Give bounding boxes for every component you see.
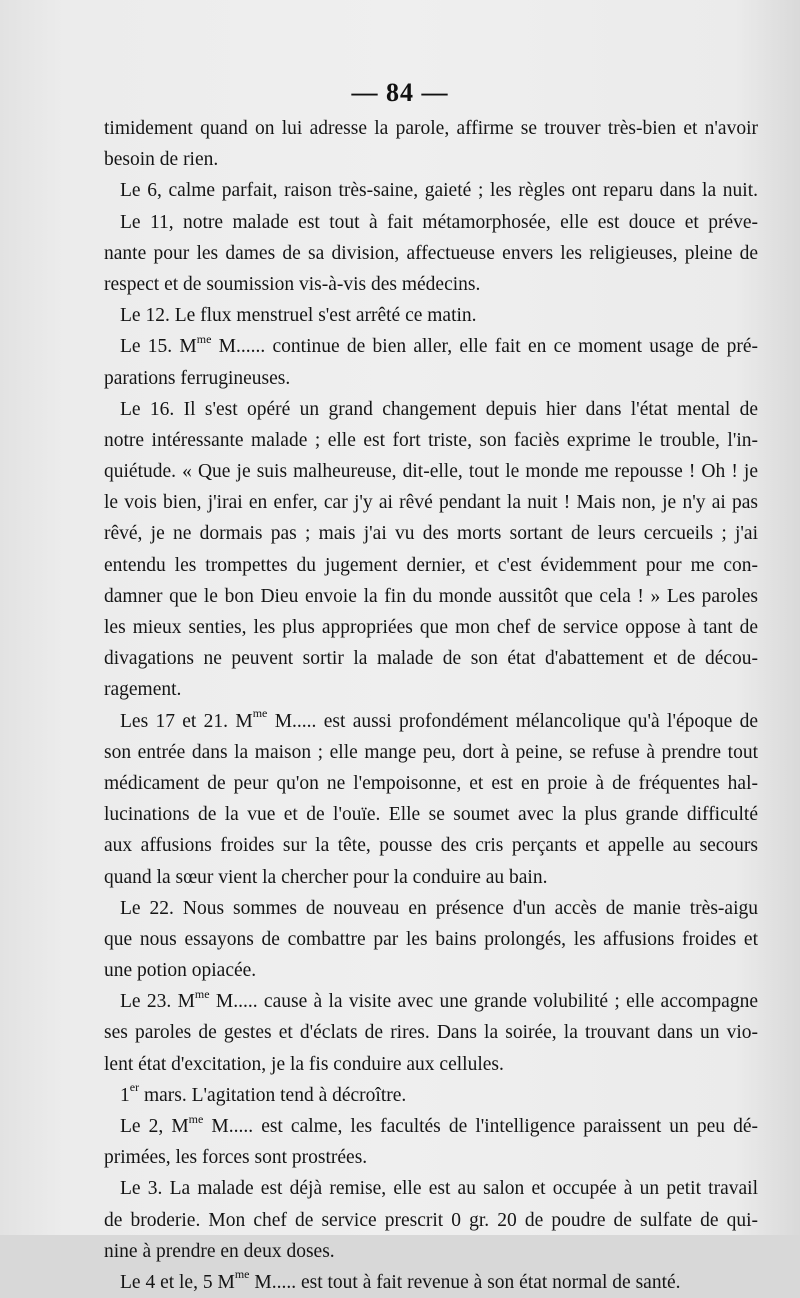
text-line: primées, les forces sont prostrées. bbox=[104, 1147, 368, 1169]
text-fragment: M..... est calme, les facultés de l'intelligence paraissent un peu dé- bbox=[203, 1116, 758, 1137]
text-line: rêvé, je ne dormais pas ; mais j'ai vu des morts sortant de leurs cercueils ; j'ai bbox=[104, 523, 758, 545]
text-line: Le 6, calme parfait, raison très-saine, gaieté ; les règles ont reparu dans la nuit. bbox=[120, 180, 758, 202]
text-line: le vois bien, j'irai en enfer, car j'y ai rêvé pendant la nuit ! Mais non, je n'y ai pas bbox=[104, 492, 758, 514]
text-line: de broderie. Mon chef de service prescrit 0 gr. 20 de poudre de sulfate de qui- bbox=[104, 1209, 758, 1231]
text-line: timidement quand on lui adresse la parole, affirme se trouver très-bien et n'avoir bbox=[104, 118, 758, 139]
superscript: er bbox=[129, 1080, 140, 1095]
text-fragment: Le 2, M bbox=[120, 1116, 189, 1137]
text-fragment: 1 bbox=[120, 1084, 130, 1106]
text-line: ragement. bbox=[104, 679, 182, 701]
text-fragment: M...... continue de bien aller, elle fait en ce moment usage de pré- bbox=[211, 336, 758, 358]
text-line: damner que le bon Dieu envoie la fin du monde aussitôt que cela ! » Les paroles bbox=[104, 585, 758, 607]
text-line: parations ferrugineuses. bbox=[104, 367, 291, 389]
text-fragment: Le 23. M bbox=[120, 991, 195, 1013]
text-line: quiétude. « Que je suis malheureuse, dit-elle, tout le monde me repousse ! Oh ! je bbox=[104, 461, 758, 483]
text-line: Le 16. Il s'est opéré un grand changement depuis hier dans l'état mental de bbox=[120, 398, 758, 420]
text-line: que nous essayons de combattre par les bains prolongés, les affusions froides et bbox=[104, 928, 758, 950]
text-line: respect et de soumission vis-à-vis des médecins. bbox=[104, 273, 481, 295]
text-fragment: M..... cause à la visite avec une grande volubilité ; elle accompagne bbox=[209, 991, 758, 1013]
text-line: Le 22. Nous sommes de nouveau en présence d'un accès de manie très-aigu bbox=[120, 897, 758, 919]
text-line bbox=[104, 1111, 758, 1142]
superscript: me bbox=[234, 1267, 250, 1282]
text-line: son entrée dans la maison ; elle mange peu, dort à peine, se refuse à prendre tout bbox=[104, 741, 758, 763]
text-line bbox=[104, 331, 758, 362]
text-line: ses paroles de gestes et d'éclats de rires. Dans la soirée, la trouvant dans un vio- bbox=[104, 1022, 758, 1044]
text-fragment: Le 15. M bbox=[120, 336, 197, 358]
text-line: médicament de peur qu'on ne l'empoisonne, et est en proie à de fréquentes hal- bbox=[104, 772, 758, 794]
text-line: lent état d'excitation, je la fis conduire aux cellules. bbox=[104, 1053, 504, 1075]
body-text bbox=[104, 113, 758, 1298]
text-fragment: Les 17 et 21. M bbox=[120, 710, 253, 732]
text-line: entendu les trompettes du jugement dernier, et c'est évidemment pour me con- bbox=[104, 554, 758, 576]
text-fragment: Le 4 et le, 5 M bbox=[120, 1271, 235, 1293]
text-line: quand la sœur vient la chercher pour la conduire au bain. bbox=[104, 866, 548, 888]
text-line: Le 3. La malade est déjà remise, elle est au salon et occupée à un petit travail bbox=[120, 1178, 758, 1200]
superscript: me bbox=[252, 706, 268, 721]
text-fragment: mars. L'agitation tend à décroître. bbox=[139, 1084, 407, 1106]
text-fragment: M..... est tout à fait revenue à son état normal de santé. bbox=[249, 1271, 681, 1293]
text-line bbox=[104, 986, 758, 1017]
text-line: Le 12. Le flux menstruel s'est arrêté ce matin. bbox=[120, 305, 477, 327]
text-line: Le 11, notre malade est tout à fait métamorphosée, elle est douce et préve- bbox=[120, 211, 758, 233]
text-line: lucinations de la vue et de l'ouïe. Elle se soumet avec la plus grande difficulté bbox=[104, 804, 758, 826]
superscript: me bbox=[196, 331, 212, 346]
text-line bbox=[104, 706, 758, 737]
text-line: nine à prendre en deux doses. bbox=[104, 1240, 335, 1262]
text-line: besoin de rien. bbox=[104, 149, 219, 171]
text-line: divagations ne peuvent sortir la malade de son état d'abattement et de décou- bbox=[104, 648, 758, 670]
text-line: nante pour les dames de sa division, affectueuse envers les religieuses, pleine de bbox=[104, 242, 758, 264]
page-number: — 84 — bbox=[351, 78, 449, 107]
text-line: une potion opiacée. bbox=[104, 960, 257, 982]
text-line bbox=[104, 1080, 758, 1111]
superscript: me bbox=[188, 1111, 204, 1126]
text-line bbox=[104, 1267, 758, 1298]
text-fragment: M..... est aussi profondément mélancolique qu'à l'époque de bbox=[267, 710, 758, 732]
superscript: me bbox=[194, 986, 210, 1001]
text-line: aux affusions froides sur la tête, pousse des cris perçants et appelle au secours bbox=[104, 835, 758, 857]
text-line: notre intéressante malade ; elle est fort triste, son faciès exprime le trouble, l'in- bbox=[104, 429, 758, 451]
text-line: les mieux senties, les plus appropriées que mon chef de service oppose à tant de bbox=[104, 617, 758, 638]
